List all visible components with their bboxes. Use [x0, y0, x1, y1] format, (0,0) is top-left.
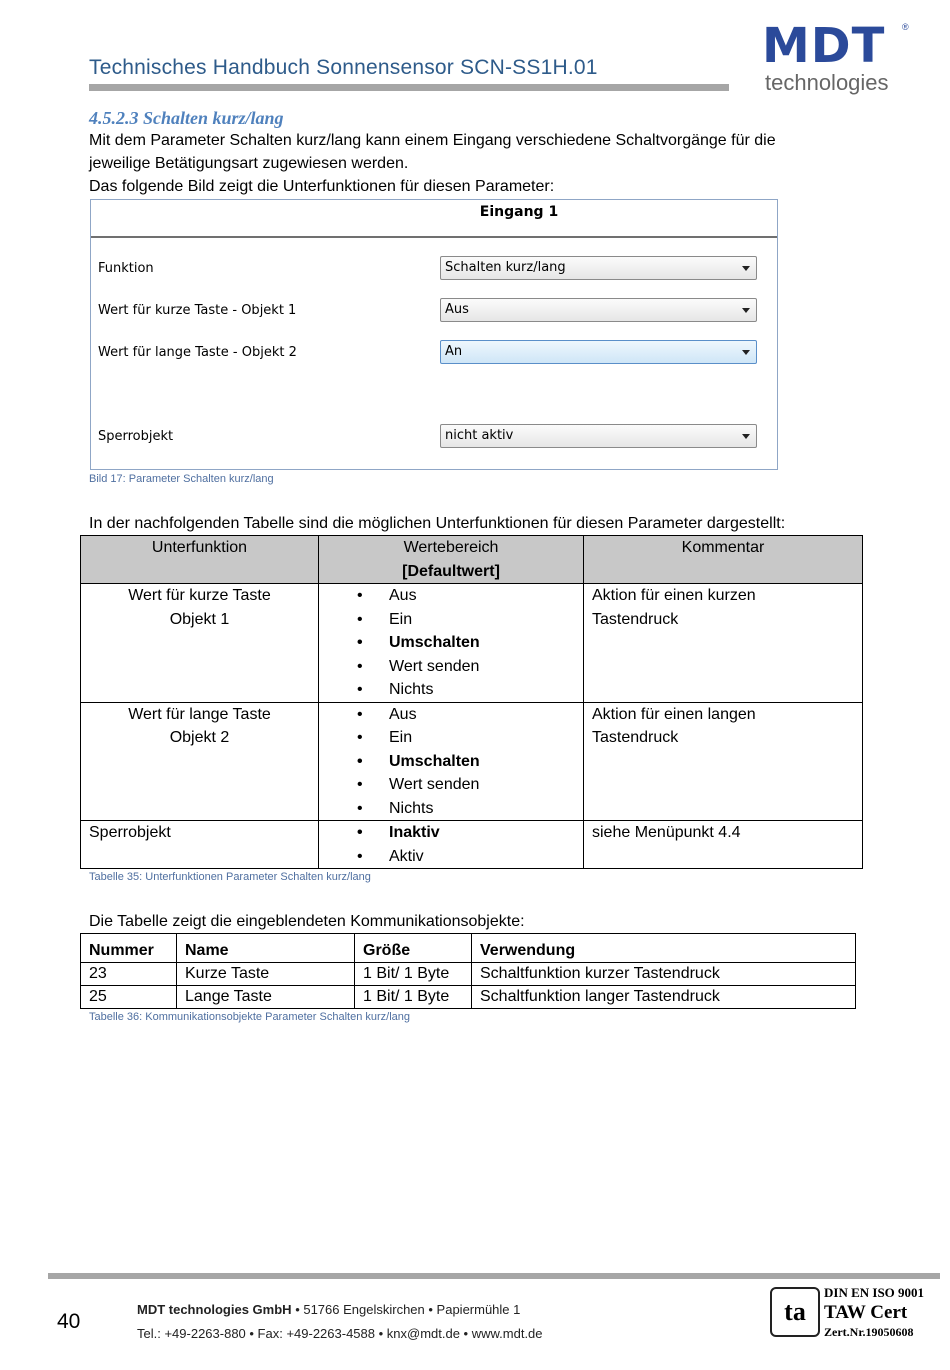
list-item: • Nichts — [327, 797, 575, 821]
document-title: Technisches Handbuch Sonnensensor SCN-SS1H.01 — [89, 56, 598, 79]
cell-nummer: 23 — [81, 963, 177, 986]
dropdown-arrow-icon — [742, 308, 750, 313]
table-row — [81, 986, 856, 1009]
intro-line-2: jeweilige Betätigungsart zugewiesen werden. — [89, 155, 409, 172]
header-wertebereich-label: Wertebereich — [403, 539, 499, 556]
footer-contact: Tel.: +49-2263-880 • Fax: +49-2263-4588 • knx@mdt.de • www.mdt.de — [137, 1326, 543, 1341]
header-groesse: Größe — [355, 934, 472, 963]
list-item: • Ein — [327, 726, 575, 750]
row-name-line: Wert für lange Taste — [128, 705, 271, 723]
list-item: • Aktiv — [327, 845, 575, 869]
section-heading: 4.5.2.3 Schalten kurz/lang — [89, 108, 284, 128]
footer-address — [137, 1302, 520, 1317]
company-address: • 51766 Engelskirchen • Papiermühle 1 — [295, 1302, 521, 1317]
parameter-dialog — [90, 199, 778, 470]
list-item: • Aus — [327, 703, 575, 727]
cert-name: TAW Cert — [824, 1302, 908, 1323]
cert-number: Zert.Nr.19050608 — [824, 1325, 914, 1339]
cell-name: Lange Taste — [177, 986, 355, 1009]
row-name-line: Wert für kurze Taste — [128, 587, 271, 604]
funktion-value: Schalten kurz/lang — [445, 260, 566, 275]
dropdown-arrow-icon — [742, 434, 750, 439]
registered-mark: ® — [902, 22, 909, 32]
row-name-line: Objekt 1 — [169, 610, 230, 628]
header-unterfunktion: Unterfunktion — [81, 536, 319, 584]
cell-groesse: 1 Bit/ 1 Byte — [355, 963, 472, 986]
header-kommentar: Kommentar — [584, 536, 863, 584]
sperrobjekt-label: Sperrobjekt — [98, 429, 174, 444]
table1-intro: In der nachfolgenden Tabelle sind die möglichen Unterfunktionen für diesen Parameter dargestellt: — [89, 515, 786, 532]
row-values — [319, 821, 584, 869]
cell-groesse: 1 Bit/ 1 Byte — [355, 986, 472, 1009]
list-item: • Wert senden — [327, 773, 575, 797]
funktion-label: Funktion — [98, 261, 154, 276]
header-verwendung: Verwendung — [472, 934, 856, 963]
cell-nummer: 25 — [81, 986, 177, 1009]
comment-line: Tastendruck — [592, 610, 679, 628]
table-row — [81, 963, 856, 986]
table2-caption: Tabelle 36: Kommunikationsobjekte Parameter Schalten kurz/lang — [89, 1011, 411, 1023]
row-comment — [584, 702, 863, 821]
table-row — [81, 821, 863, 869]
cell-verwendung: Schaltfunktion kurzer Tastendruck — [472, 963, 856, 986]
lange-taste-select[interactable] — [440, 340, 757, 364]
list-item: • Ein — [327, 608, 575, 632]
table1-caption: Tabelle 35: Unterfunktionen Parameter Schalten kurz/lang — [89, 871, 371, 883]
lange-taste-label: Wert für lange Taste - Objekt 2 — [98, 345, 297, 360]
cell-name: Kurze Taste — [177, 963, 355, 986]
footer-rule — [48, 1273, 940, 1279]
list-item-default: • Umschalten — [327, 631, 575, 655]
taw-logo-icon: ta — [770, 1287, 820, 1337]
header-name: Name — [177, 934, 355, 963]
intro-line-3: Das folgende Bild zeigt die Unterfunktionen für diesen Parameter: — [89, 178, 555, 195]
objects-table — [80, 933, 856, 1009]
comment-line: Aktion für einen kurzen — [592, 587, 756, 604]
certification-badge — [770, 1285, 940, 1343]
dropdown-arrow-icon — [742, 266, 750, 271]
kurze-taste-label: Wert für kurze Taste - Objekt 1 — [98, 303, 297, 318]
list-item-default: • Umschalten — [327, 750, 575, 774]
header-defaultwert-label: [Defaultwert] — [402, 562, 500, 580]
row-name — [81, 584, 319, 703]
dropdown-arrow-icon — [742, 350, 750, 355]
row-name — [81, 821, 319, 869]
list-item-default: • Inaktiv — [327, 821, 575, 845]
sperrobjekt-select[interactable] — [440, 424, 757, 448]
figure-caption: Bild 17: Parameter Schalten kurz/lang — [89, 473, 274, 485]
comment-line: Tastendruck — [592, 729, 679, 746]
mdt-logo — [762, 18, 912, 96]
row-values — [319, 584, 584, 703]
row-name-line: Objekt 2 — [169, 729, 230, 746]
table-header-row — [81, 934, 856, 963]
funktion-select[interactable] — [440, 256, 757, 280]
page-number: 40 — [57, 1310, 81, 1333]
subfunctions-table — [80, 535, 863, 869]
list-item: • Wert senden — [327, 655, 575, 679]
table2-intro: Die Tabelle zeigt die eingeblendeten Kommunikationsobjekte: — [89, 913, 525, 930]
sperrobjekt-value: nicht aktiv — [445, 428, 514, 443]
header-nummer: Nummer — [81, 934, 177, 963]
lange-taste-value: An — [445, 344, 463, 359]
row-values — [319, 702, 584, 821]
company-name: MDT technologies GmbH — [137, 1302, 292, 1317]
list-item: • Aus — [327, 584, 575, 608]
comment-line: Aktion für einen langen — [592, 705, 756, 723]
list-item: • Nichts — [327, 678, 575, 702]
row-name — [81, 702, 319, 821]
kurze-taste-value: Aus — [445, 302, 469, 317]
row-comment — [584, 821, 863, 869]
row-comment — [584, 584, 863, 703]
cert-standard: DIN EN ISO 9001 — [824, 1285, 925, 1300]
header-wertebereich — [319, 536, 584, 584]
row-name-line: Sperrobjekt — [89, 824, 171, 841]
table-header-row — [81, 536, 863, 584]
comment-line: siehe Menüpunkt 4.4 — [592, 824, 741, 841]
cell-verwendung: Schaltfunktion langer Tastendruck — [472, 986, 856, 1009]
header-rule — [89, 84, 729, 91]
table-row — [81, 702, 863, 821]
kurze-taste-select[interactable] — [440, 298, 757, 322]
dialog-title: Eingang 1 — [479, 204, 559, 220]
logo-mark: MDT — [762, 18, 886, 74]
logo-subtitle: technologies — [765, 70, 889, 95]
table-row — [81, 584, 863, 703]
dialog-header — [91, 200, 777, 238]
intro-line-1: Mit dem Parameter Schalten kurz/lang kann einem Eingang verschiedene Schaltvorgänge für die — [89, 132, 776, 149]
